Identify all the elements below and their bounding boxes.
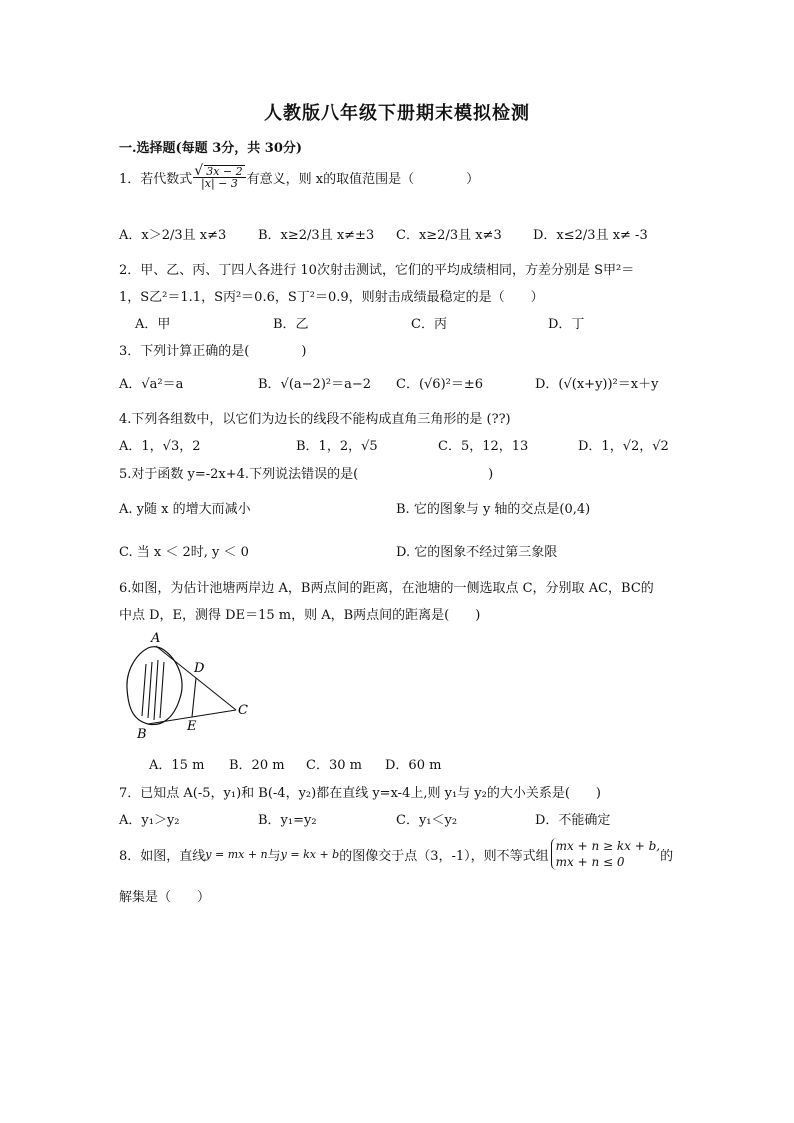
q2-stem-line1: 2．甲、乙、丙、丁四人各进行 10次射击测试，它们的平均成绩相同，方差分别是 S甲²＝ bbox=[119, 263, 635, 278]
q8-stem-mid2: 的图像交于点（3，-1），则不等式组 bbox=[339, 848, 549, 864]
q6-stem-line2: 中点 D，E，测得 DE＝15 m，则 A，B两点间的距离是( ) bbox=[119, 608, 481, 623]
q5-stem: 5.对于函数 y=-2x+4.下列说法错误的是( ) bbox=[119, 467, 494, 482]
q8-stem-mid1: 与 bbox=[267, 848, 281, 864]
q8-stem-pre: 8．如图，直线 bbox=[119, 848, 206, 864]
q7-stem: 7．已知点 A(-5，y₁)和 B(-4，y₂)都在直线 y=x-4上,则 y₁与 y₂的大小关系是( ) bbox=[119, 786, 601, 801]
q7-option-b: B．y₁=y₂ bbox=[258, 813, 317, 828]
q5-option-d: D. 它的图象不经过第三象限 bbox=[396, 545, 558, 560]
q4-option-c: C．5，12，13 bbox=[438, 439, 529, 454]
q3-option-b: B．√(a−2)²＝a−2 bbox=[258, 377, 372, 392]
q1-option-b: B．x≥2/3且 x≠±3 bbox=[258, 228, 375, 243]
section-heading: 一.选择题(每题 3分，共 30分) bbox=[119, 141, 303, 156]
q7-option-c: C．y₁＜y₂ bbox=[396, 813, 458, 828]
q8-stem-line2: 解集是（ ） bbox=[119, 890, 211, 905]
figure-label-b: B bbox=[137, 727, 147, 742]
q2-option-c: C．丙 bbox=[411, 317, 447, 332]
figure-label-e: E bbox=[187, 719, 197, 734]
q6-stem-line1: 6.如图，为估计池塘两岸边 A，B两点间的距离，在池塘的一侧选取点 C，分别取 AC，BC的 bbox=[119, 581, 654, 596]
q1-option-a: A．x＞2/3且 x≠3 bbox=[119, 228, 227, 243]
q3-option-d: D．(√(x+y))²＝x＋y bbox=[535, 377, 659, 392]
q1-fraction: $\frac{√ 3x - 2}{|x| - 3}$ bbox=[193, 165, 245, 189]
q8-line-1-equation: y = mx + n bbox=[205, 847, 268, 861]
figure-label-a: A bbox=[151, 631, 161, 646]
q7-option-a: A．y₁＞y₂ bbox=[119, 813, 180, 828]
q1-numerator: 3x − 2 bbox=[206, 165, 243, 178]
q3-option-c: C．(√6)²＝±6 bbox=[396, 377, 484, 392]
q3-stem: 3．下列计算正确的是( ) bbox=[119, 344, 307, 359]
page-title: 人教版八年级下册期末模拟检测 bbox=[264, 103, 530, 124]
figure-label-d: D bbox=[194, 661, 205, 676]
q1-option-d: D．x≤2/3且 x≠ -3 bbox=[533, 228, 648, 243]
figure-label-c: C bbox=[238, 703, 248, 718]
q5-option-a: A. y随 x 的增大而减小 bbox=[119, 502, 251, 517]
q8-inequality-system bbox=[551, 838, 660, 870]
q4-option-d: D．1，√2，√2 bbox=[578, 439, 669, 454]
q1-stem-post: 有意义，则 x的取值范围是（ ） bbox=[246, 171, 480, 187]
q5-option-c: C. 当 x ＜ 2时, y ＜ 0 bbox=[119, 545, 249, 560]
q5-option-b: B. 它的图象与 y 轴的交点是(0,4) bbox=[396, 502, 591, 517]
q8-stem-post: 的 bbox=[660, 848, 674, 864]
question-8 bbox=[119, 838, 673, 870]
q4-option-a: A．1，√3，2 bbox=[119, 439, 201, 454]
q8-line-2-equation: y = kx + b bbox=[280, 847, 340, 861]
q3-option-a: A．√a²＝a bbox=[119, 377, 184, 392]
q1-stem-pre: 1．若代数式 bbox=[119, 171, 193, 187]
q6-option-b: B．20 m bbox=[229, 758, 285, 773]
q6-option-c: C．30 m bbox=[306, 758, 362, 773]
q2-stem-line2: 1，S乙²＝1.1，S丙²＝0.6，S丁²＝0.9，则射击成绩最稳定的是（ ） bbox=[119, 290, 544, 305]
q2-option-a: A．甲 bbox=[135, 317, 171, 332]
q8-inequality-1: mx + n ≥ kx + b, bbox=[555, 839, 661, 853]
q2-option-b: B．乙 bbox=[273, 317, 309, 332]
q2-option-d: D．丁 bbox=[548, 317, 585, 332]
q7-option-d: D．不能确定 bbox=[535, 813, 611, 828]
q1-denominator: |x| − 3 bbox=[201, 177, 238, 190]
q6-option-a: A．15 m bbox=[149, 758, 205, 773]
q4-option-b: B．1，2，√5 bbox=[296, 439, 378, 454]
q8-inequality-2: mx + n ≤ 0 bbox=[555, 855, 625, 869]
pond-figure bbox=[118, 628, 258, 743]
q1-option-c: C．x≥2/3且 x≠3 bbox=[396, 228, 502, 243]
question-1 bbox=[119, 165, 479, 189]
q4-stem: 4.下列各组数中，以它们为边长的线段不能构成直角三角形的是 (??) bbox=[119, 412, 511, 427]
q6-option-d: D．60 m bbox=[385, 758, 442, 773]
